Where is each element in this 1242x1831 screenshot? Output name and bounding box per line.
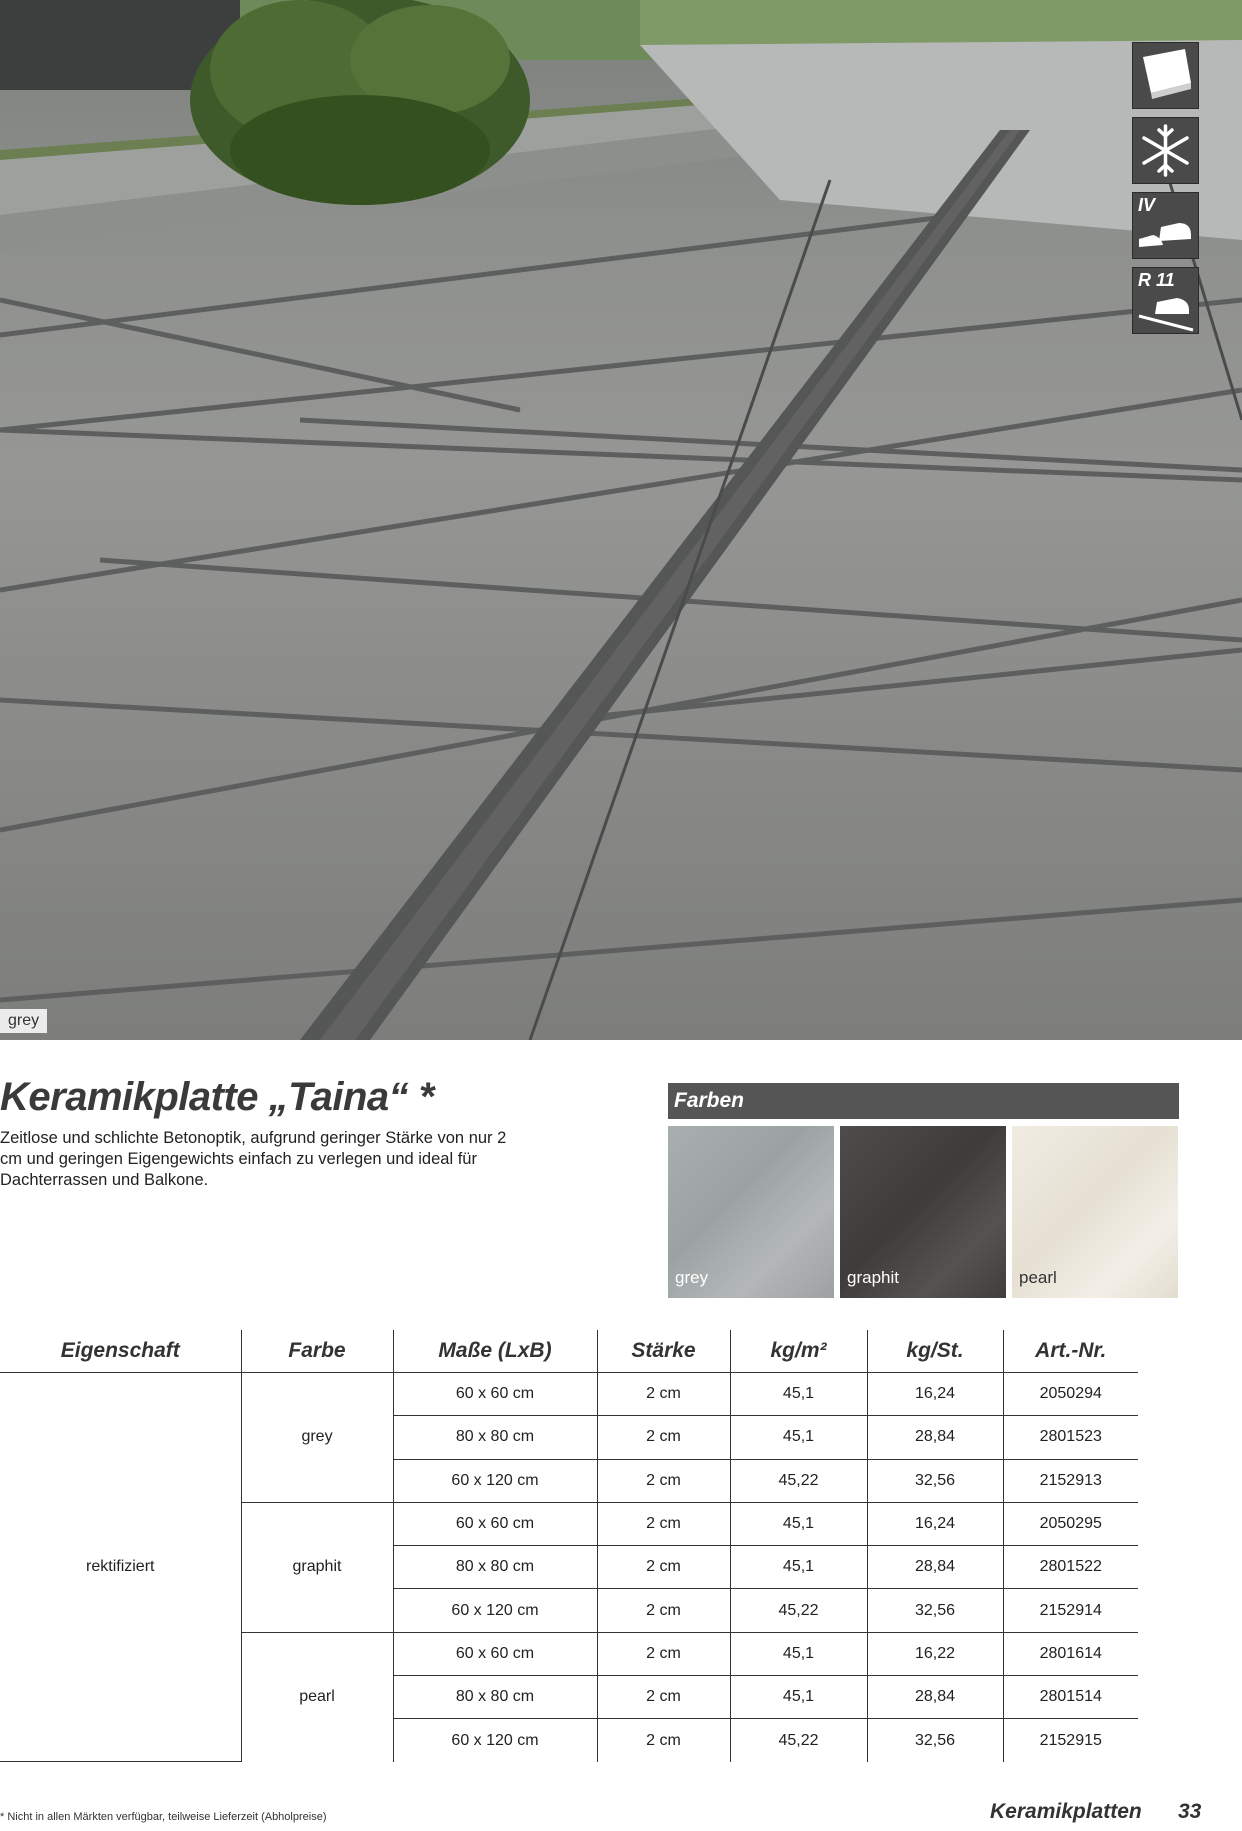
cell-kg-st: 32,56: [867, 1589, 1003, 1632]
property-cell: rektifiziert: [0, 1373, 241, 1762]
cell-masse: 60 x 60 cm: [393, 1632, 597, 1675]
swatch-label: pearl: [1019, 1268, 1057, 1287]
product-description: Zeitlose und schlichte Betonoptik, aufgrund geringer Stärke von nur 2 cm und geringen Eigengewichts einfach zu verlegen und ideal für Dachterrassen und Balkone.: [0, 1129, 507, 1189]
product-title: Keramikplatte „Taina“ *: [0, 1075, 434, 1119]
swatch-pearl: [1012, 1126, 1178, 1298]
cell-kg-st: 28,84: [867, 1546, 1003, 1589]
cell-kg-m2: 45,1: [730, 1546, 867, 1589]
cell-kg-st: 32,56: [867, 1459, 1003, 1502]
cell-masse: 60 x 60 cm: [393, 1502, 597, 1545]
cell-masse: 80 x 80 cm: [393, 1546, 597, 1589]
cell-art-nr: 2152915: [1003, 1719, 1138, 1762]
header-staerke: Stärke: [597, 1330, 730, 1373]
cell-kg-m2: 45,1: [730, 1416, 867, 1459]
cell-masse: 80 x 80 cm: [393, 1416, 597, 1459]
swatch-label: grey: [675, 1268, 709, 1287]
header-masse: Maße (LxB): [393, 1330, 597, 1373]
cell-kg-st: 16,24: [867, 1373, 1003, 1416]
color-cell: grey: [241, 1373, 393, 1503]
header-eigenschaft: Eigenschaft: [0, 1330, 241, 1373]
cell-art-nr: 2801614: [1003, 1632, 1138, 1675]
cell-art-nr: 2050295: [1003, 1502, 1138, 1545]
cell-art-nr: 2801522: [1003, 1546, 1138, 1589]
cell-kg-st: 28,84: [867, 1676, 1003, 1719]
paving-slab-icon: [1132, 42, 1199, 109]
cell-masse: 60 x 120 cm: [393, 1719, 597, 1762]
slip-class-text: R 11: [1138, 270, 1175, 290]
section-title: Keramikplatten: [990, 1800, 1142, 1823]
frost-resistant-icon: [1132, 117, 1199, 184]
cell-kg-m2: 45,1: [730, 1632, 867, 1675]
cell-art-nr: 2801514: [1003, 1676, 1138, 1719]
cell-art-nr: 2801523: [1003, 1416, 1138, 1459]
page-number: 33: [1178, 1800, 1202, 1823]
header-kg-st: kg/St.: [867, 1330, 1003, 1373]
header-farbe: Farbe: [241, 1330, 393, 1373]
cell-kg-m2: 45,22: [730, 1589, 867, 1632]
cell-masse: 80 x 80 cm: [393, 1676, 597, 1719]
cell-staerke: 2 cm: [597, 1416, 730, 1459]
cell-kg-st: 16,24: [867, 1502, 1003, 1545]
cell-masse: 60 x 120 cm: [393, 1459, 597, 1502]
colors-heading: Farben: [668, 1083, 1179, 1119]
cell-kg-m2: 45,22: [730, 1719, 867, 1762]
table-row: [0, 1373, 1138, 1416]
cell-staerke: 2 cm: [597, 1589, 730, 1632]
cell-masse: 60 x 120 cm: [393, 1589, 597, 1632]
color-cell: pearl: [241, 1632, 393, 1761]
cell-staerke: 2 cm: [597, 1632, 730, 1675]
cell-staerke: 2 cm: [597, 1502, 730, 1545]
cell-staerke: 2 cm: [597, 1459, 730, 1502]
swatch-label: graphit: [847, 1268, 899, 1287]
cell-staerke: 2 cm: [597, 1546, 730, 1589]
cell-staerke: 2 cm: [597, 1373, 730, 1416]
table-header-row: [0, 1330, 1138, 1373]
wear-class-icon: [1132, 192, 1199, 259]
colors-panel: [668, 1083, 1179, 1298]
cell-kg-m2: 45,1: [730, 1373, 867, 1416]
slip-resistance-icon: [1132, 267, 1199, 334]
cell-kg-m2: 45,1: [730, 1502, 867, 1545]
color-cell: graphit: [241, 1502, 393, 1632]
cell-kg-m2: 45,22: [730, 1459, 867, 1502]
spec-table: [0, 1330, 1138, 1762]
cell-kg-st: 16,22: [867, 1632, 1003, 1675]
cell-art-nr: 2050294: [1003, 1373, 1138, 1416]
cell-art-nr: 2152914: [1003, 1589, 1138, 1632]
wear-class-text: IV: [1138, 195, 1156, 215]
cell-kg-st: 32,56: [867, 1719, 1003, 1762]
cell-art-nr: 2152913: [1003, 1459, 1138, 1502]
cell-staerke: 2 cm: [597, 1676, 730, 1719]
property-icons: [1132, 42, 1199, 342]
footnote: * Nicht in allen Märkten verfügbar, teilweise Lieferzeit (Abholpreise): [0, 1811, 327, 1823]
header-art-nr: Art.-Nr.: [1003, 1330, 1138, 1373]
swatch-grey: [668, 1126, 834, 1298]
cell-kg-m2: 45,1: [730, 1676, 867, 1719]
photo-color-label: grey: [0, 1009, 47, 1033]
cell-kg-st: 28,84: [867, 1416, 1003, 1459]
cell-staerke: 2 cm: [597, 1719, 730, 1762]
header-kg-m2: kg/m²: [730, 1330, 867, 1373]
swatch-graphit: [840, 1126, 1006, 1298]
cell-masse: 60 x 60 cm: [393, 1373, 597, 1416]
